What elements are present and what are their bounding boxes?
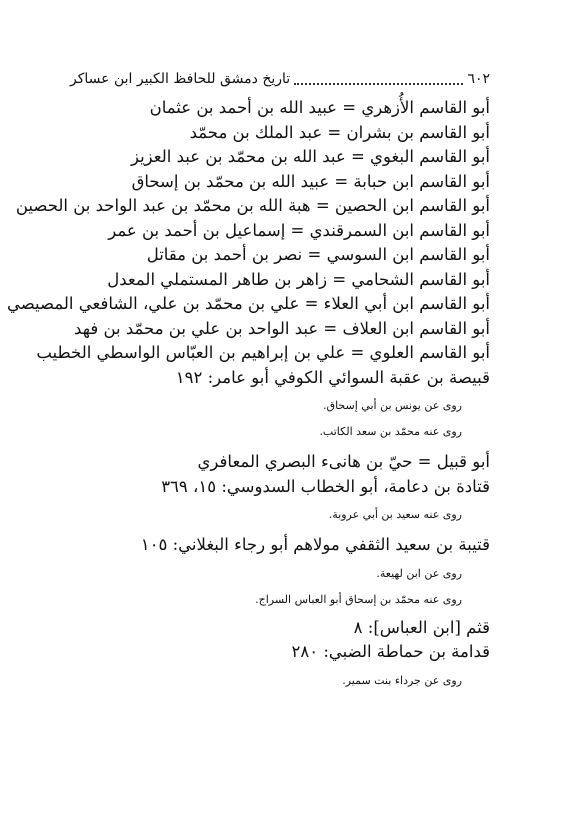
index-entry: أبو القاسم الشحامي = زاهر بن طاهر المستملي المعدل: [107, 269, 490, 289]
header-dot-leader: [294, 73, 463, 85]
index-entry: أبو القاسم ابن أبي العلاء = علي بن محمّد بن علي، الشافعي المصيصي: [7, 294, 490, 313]
index-entry: أبو القاسم الأُزهري = عبيد الله بن أحمد بن عثمان: [149, 98, 490, 117]
narration-note: روى عنه محمّد بن إسحاق أبو العباس السراج.: [255, 592, 462, 606]
index-entry: قتادة بن دعامة، أبو الخطاب السدوسي: ١٥، ٣٦٩: [161, 476, 490, 496]
narration-note: روى عن ابن لهيعة.: [376, 566, 462, 580]
narration-note: روى عن يونس بن أبي إسحاق.: [323, 399, 462, 412]
index-entry: أبو قبيل = حيّ بن هانىء البصري المعافري: [197, 452, 490, 471]
narration-note: روى عن جرداء بنت سمير.: [342, 673, 462, 687]
running-header: [70, 68, 490, 90]
index-entry: قبيصة بن عقبة السوائي الكوفي أبو عامر: ١٩٢: [175, 367, 490, 387]
index-entry: أبو القاسم ابن حبابة = عبيد الله بن محمّد بن إسحاق: [131, 171, 490, 191]
book-title: تاريخ دمشق للحافظ الكبير ابن عساكر: [70, 71, 291, 87]
index-entry: قتيبة بن سعيد الثقفي مولاهم أبو رجاء البغلاني: ١٠٥: [140, 535, 490, 554]
index-entry: أبو القاسم العلوي = علي بن إبراهيم بن العبّاس الواسطي الخطيب: [36, 343, 490, 362]
index-entry: أبو القاسم ابن السوسي = نصر بن أحمد بن مقاتل: [146, 245, 490, 264]
index-entry: أبو القاسم بن بشران = عبد الملك بن محمّد: [189, 122, 490, 142]
index-list: [7, 96, 490, 691]
index-entry: أبو القاسم ابن العلاف = عبد الواحد بن علي بن محمّد بن فهد: [74, 318, 490, 338]
index-entry: قدامة بن حماطة الضبي: ٢٨٠: [291, 642, 490, 661]
index-entry: قثم [ابن العباس]: ٨: [353, 617, 490, 637]
index-entry: أبو القاسم ابن الحصين = هبة الله بن محمّد بن عبد الواحد بن الحصين: [15, 196, 490, 215]
index-entry: أبو القاسم البغوي = عبد الله بن محمّد بن عبد العزيز: [130, 147, 490, 166]
narration-note: روى عنه سعيد بن أبي عروبة.: [328, 508, 462, 521]
page-number: ٦٠٢: [467, 71, 490, 87]
narration-note: روى عنه محمّد بن سعد الكاتب.: [319, 425, 462, 438]
index-entry: أبو القاسم ابن السمرقندي = إسماعيل بن أحمد بن عمر: [108, 220, 490, 240]
